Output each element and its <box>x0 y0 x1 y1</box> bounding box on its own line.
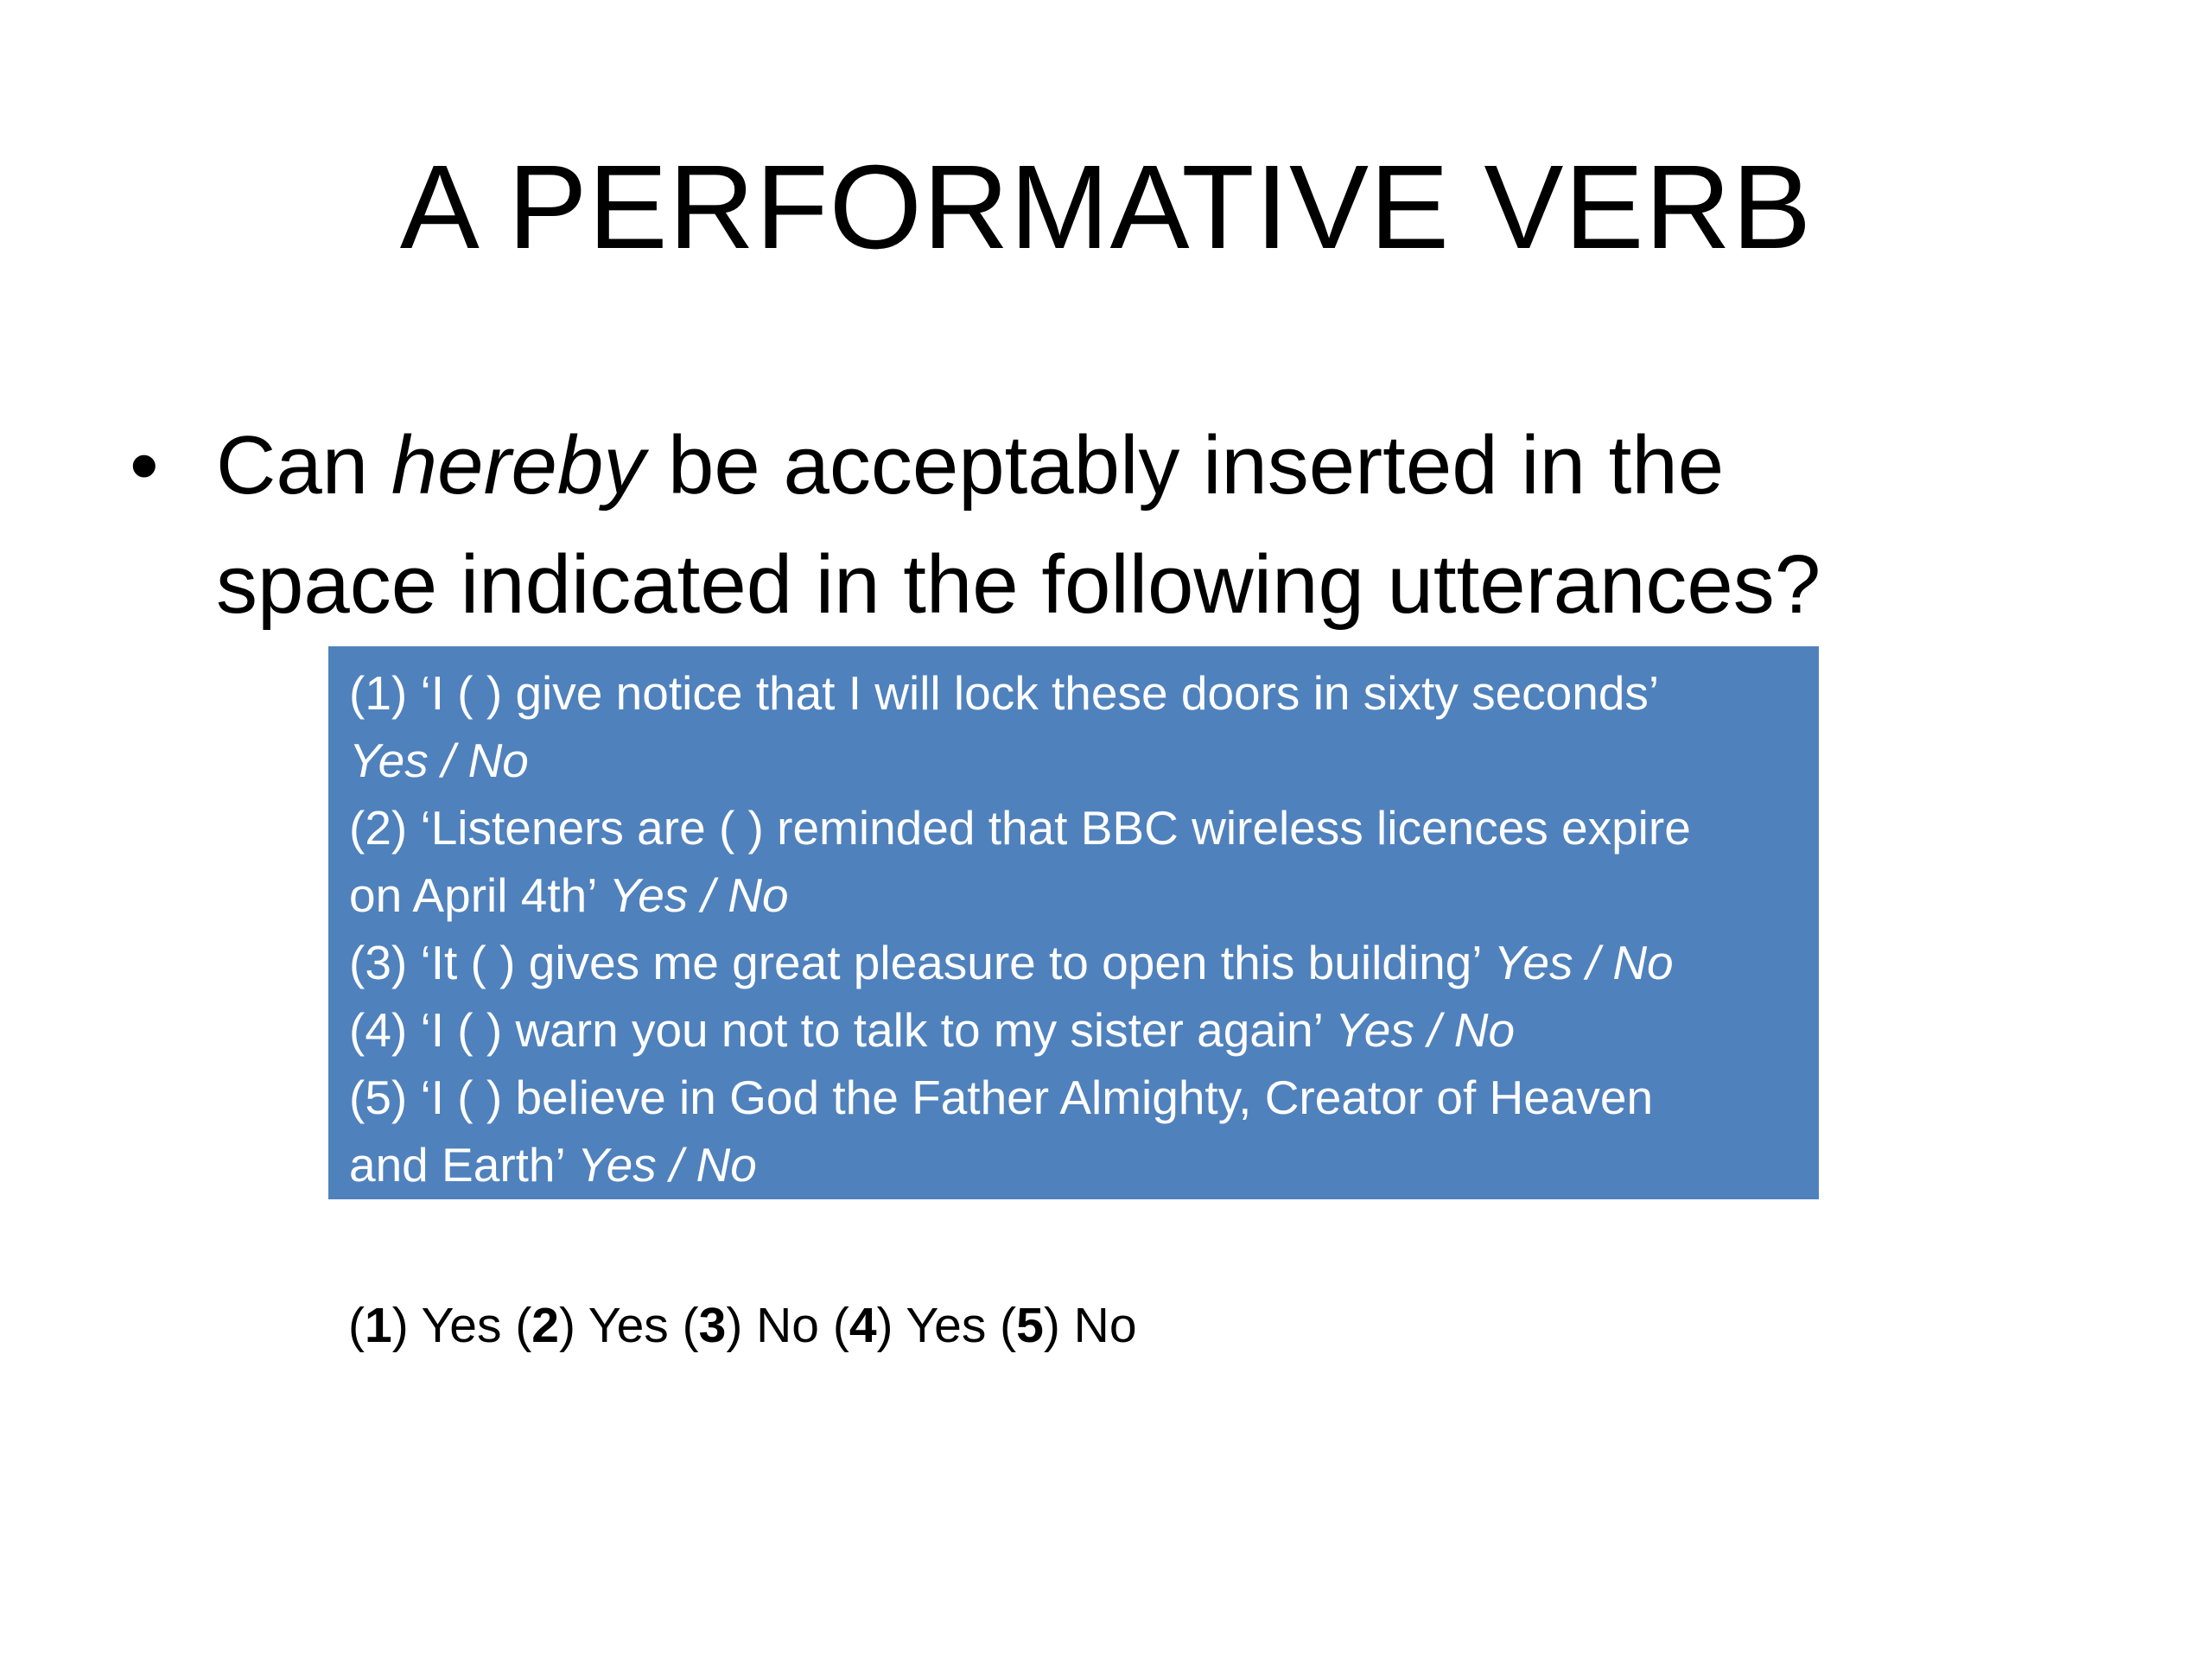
answer-5-value: No <box>1073 1298 1137 1353</box>
question-5-options: Yes / No <box>576 1138 757 1192</box>
question-5: (5) ‘I ( ) believe in God the Father Almighty, Creator of Heaven <box>349 1071 1654 1124</box>
question-4-text: (4) ‘I ( ) warn you not to talk to my sister again’ <box>349 1003 1336 1057</box>
answer-2 <box>515 1298 682 1353</box>
answer-3-open: ( <box>682 1298 699 1353</box>
answer-4 <box>833 1298 1000 1353</box>
question-2-text-cont: on April 4th’ <box>349 868 609 922</box>
question-4-options: Yes / No <box>1335 1003 1516 1057</box>
answer-1 <box>348 1298 515 1353</box>
answer-4-value: Yes <box>906 1298 1001 1353</box>
answer-4-number: 4 <box>849 1298 877 1353</box>
question-2-options: Yes / No <box>608 868 789 922</box>
question-3-text: (3) ‘It ( ) gives me great pleasure to open this building’ <box>349 936 1494 989</box>
bullet-line-1 <box>216 406 2160 525</box>
answer-5-open: ( <box>1000 1298 1017 1353</box>
hereby-emphasis: hereby <box>391 419 645 512</box>
answer-3-close: ) <box>726 1298 757 1353</box>
answer-3-value: No <box>756 1298 833 1353</box>
answer-5 <box>1000 1298 1136 1353</box>
bullet-text <box>216 406 2160 645</box>
answer-2-value: Yes <box>588 1298 683 1353</box>
question-5-continued <box>349 1131 1819 1198</box>
answer-3 <box>683 1298 833 1353</box>
question-2-continued <box>349 861 1819 929</box>
question-2: (2) ‘Listeners are ( ) reminded that BBC wireless licences expire <box>349 801 1691 855</box>
answer-4-close: ) <box>876 1298 906 1353</box>
answer-4-open: ( <box>832 1298 849 1353</box>
utterance-questions-box <box>328 646 1819 1199</box>
answer-2-number: 2 <box>531 1298 559 1353</box>
answer-2-close: ) <box>559 1298 588 1353</box>
answer-1-number: 1 <box>364 1298 392 1353</box>
bullet-dot: • <box>130 419 159 512</box>
question-1-options-line <box>349 727 1819 794</box>
question-5-text-cont: and Earth’ <box>349 1138 577 1192</box>
answer-5-close: ) <box>1043 1298 1074 1353</box>
question-1-options: Yes / No <box>349 734 529 787</box>
answer-1-value: Yes <box>421 1298 516 1353</box>
bullet-line-2: space indicated in the following utterances? <box>216 538 1821 631</box>
answer-1-close: ) <box>391 1298 422 1353</box>
answer-5-number: 5 <box>1016 1298 1044 1353</box>
question-3 <box>349 929 1819 996</box>
question-3-options: Yes / No <box>1493 936 1674 989</box>
bullet-line-1-end: be acceptably inserted in the <box>645 419 1725 512</box>
answer-3-number: 3 <box>698 1298 727 1353</box>
bullet-line-1-start: Can <box>216 419 391 512</box>
question-4 <box>349 996 1819 1064</box>
answer-key <box>348 1292 1137 1359</box>
question-1: (1) ‘I ( ) give notice that I will lock these doors in sixty seconds’ <box>349 666 1660 720</box>
answer-1-open: ( <box>348 1298 365 1353</box>
answer-2-open: ( <box>515 1298 532 1353</box>
slide-title: A PERFORMATIVE VERB <box>399 141 1813 274</box>
